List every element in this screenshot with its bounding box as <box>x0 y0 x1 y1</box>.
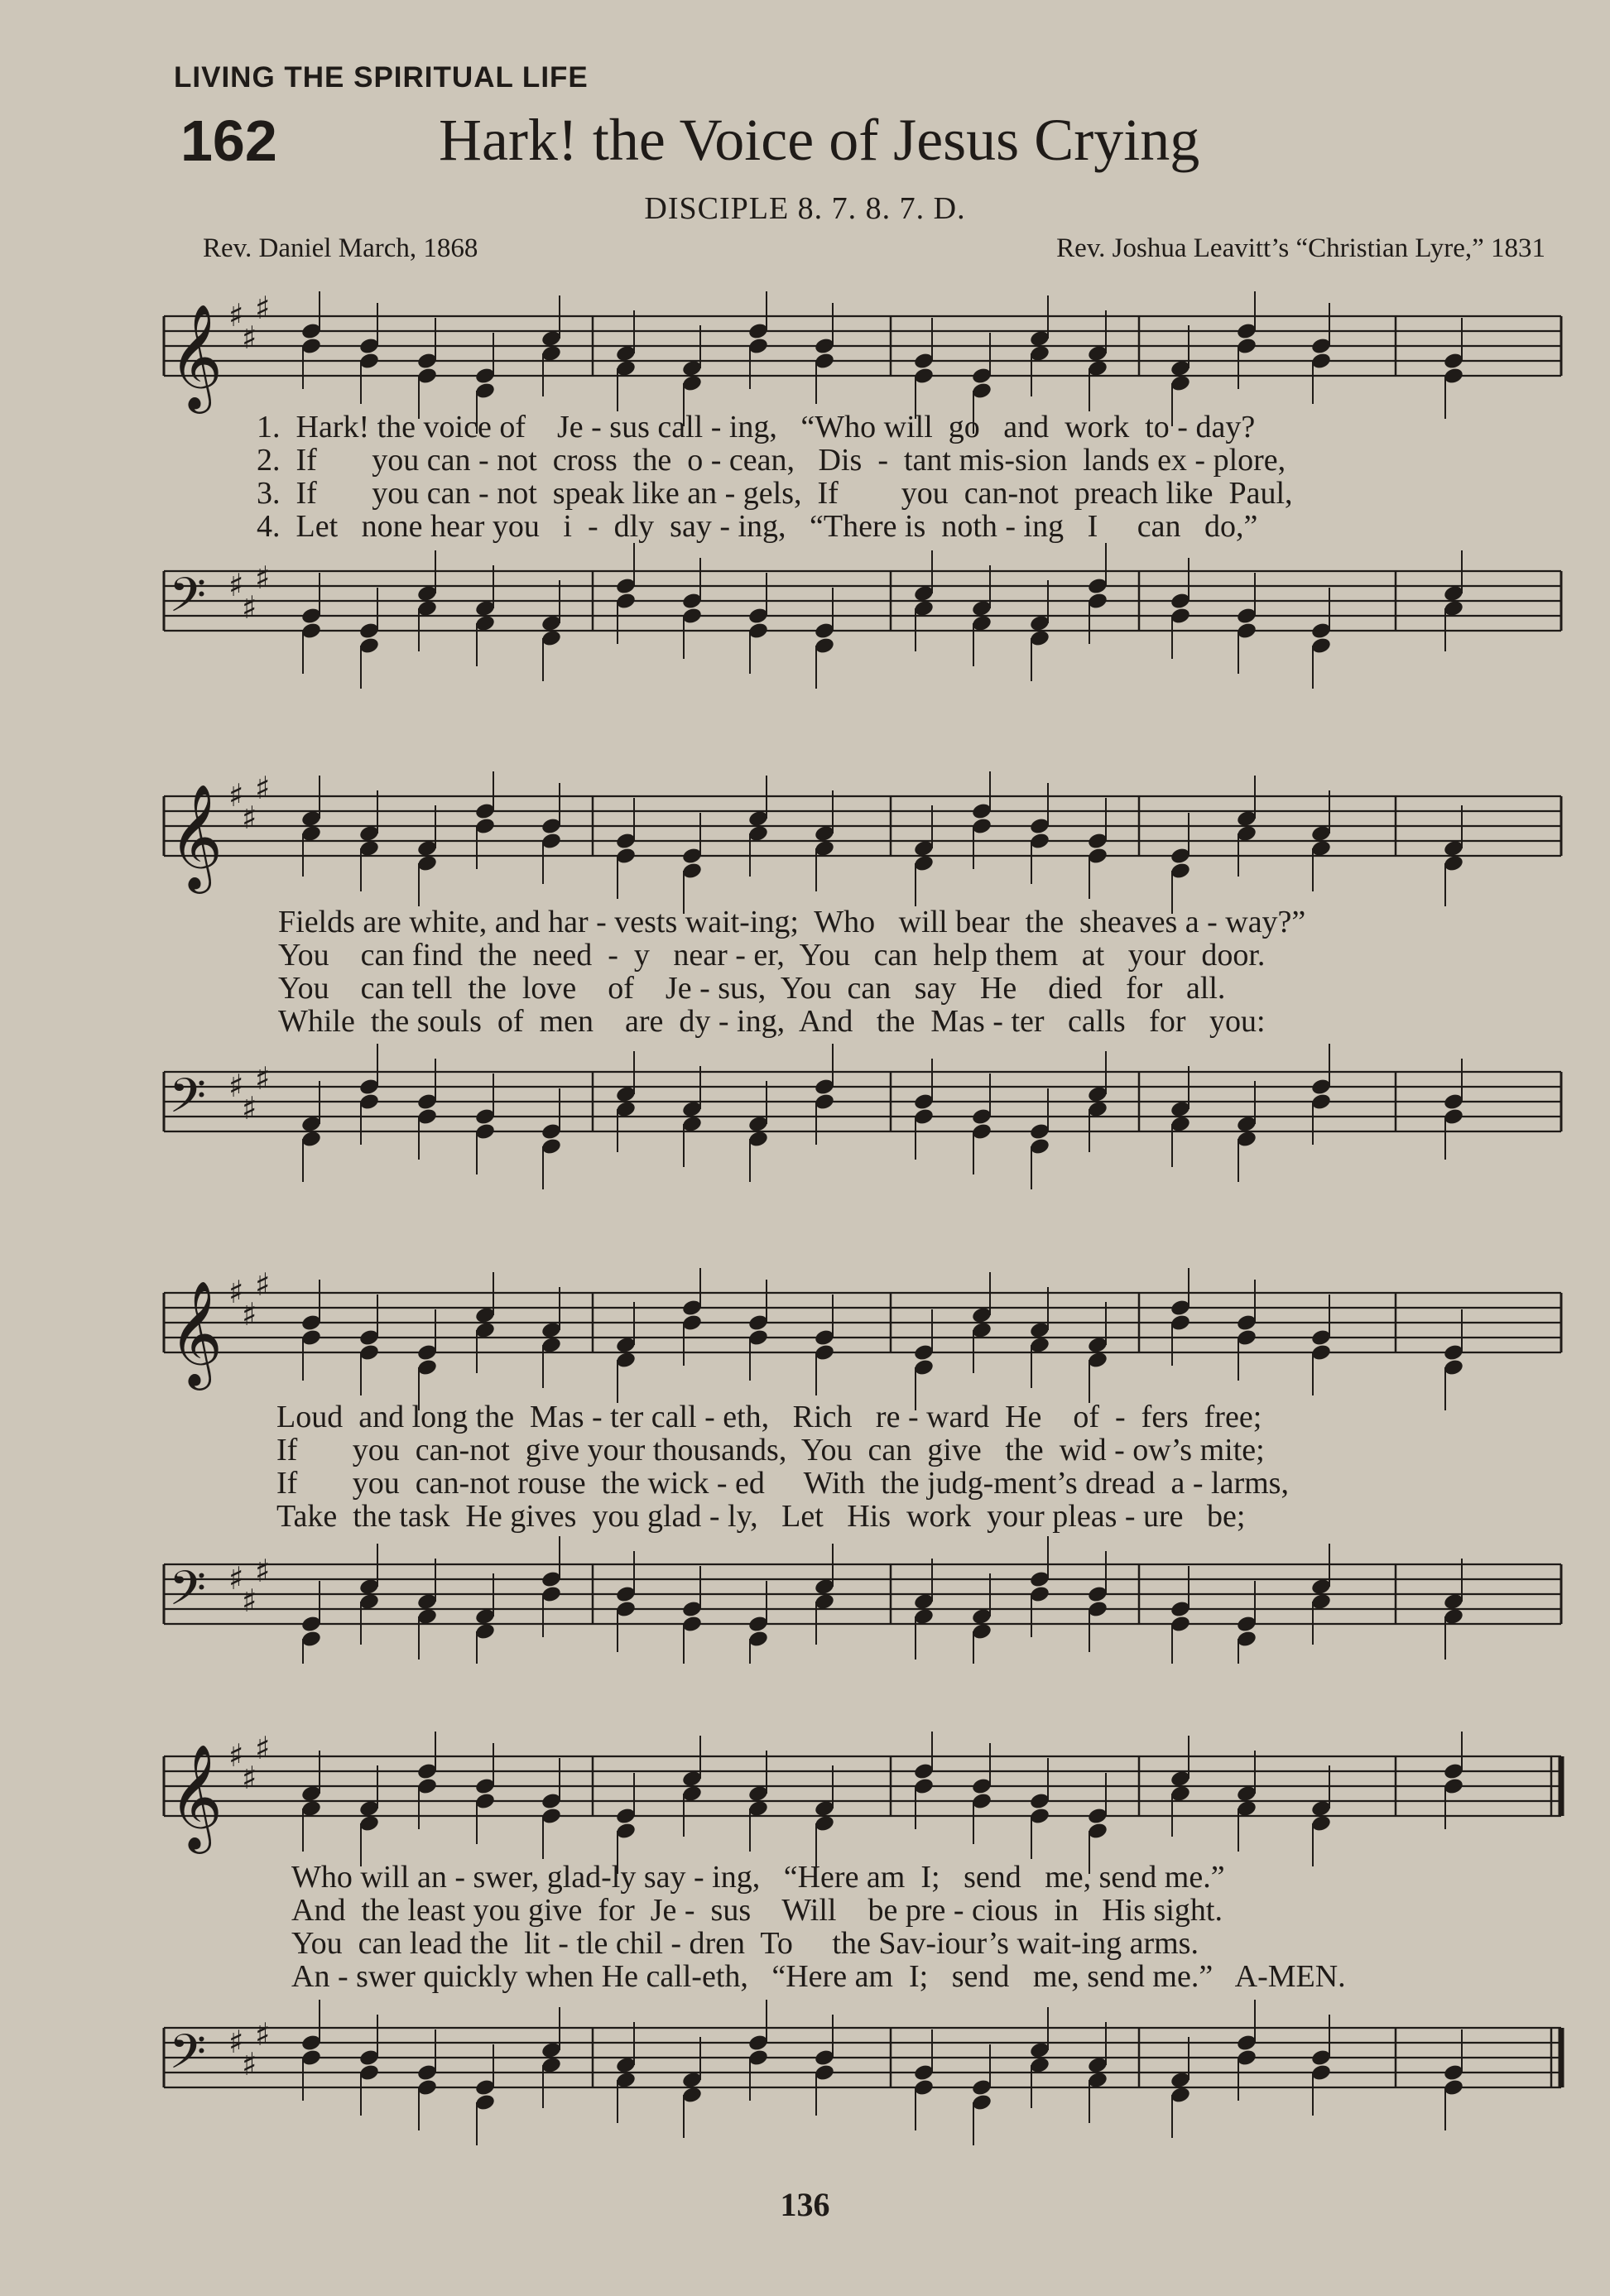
verse-4-line: An - swer quickly when He call-eth, “Here am I; send me, send me.” A-MEN. <box>291 1959 1346 1994</box>
page-number: 136 <box>780 2186 830 2223</box>
svg-text:♯: ♯ <box>255 771 271 806</box>
verse-2-line: 2. If you can - not cross the o - cean, Dis - tant mis-sion lands ex - plore, <box>257 443 1286 478</box>
verse-2-line: And the least you give for Je - sus Will be pre - cious in His sight. <box>291 1893 1223 1928</box>
treble-staff <box>162 1732 1569 1881</box>
verse-3-line: You can lead the lit - tle chil - dren To the Sav-iour’s wait-ing arms. <box>291 1926 1199 1961</box>
svg-text:𝄞: 𝄞 <box>169 783 223 889</box>
treble-staff <box>162 1268 1569 1417</box>
bass-staff <box>162 1531 1569 1664</box>
svg-text:♯: ♯ <box>242 1583 257 1619</box>
svg-text:♯: ♯ <box>228 1068 244 1104</box>
svg-text:𝄢: 𝄢 <box>169 567 207 635</box>
svg-text:♯: ♯ <box>255 1268 271 1303</box>
verse-3-line: If you can-not rouse the wick - ed With the judg-ment’s dread a - larms, <box>276 1466 1289 1501</box>
music-system-2 <box>162 753 1569 1217</box>
verse-4-line: While the souls of men are dy - ing, And the Mas - ter calls for you: <box>278 1004 1266 1039</box>
svg-text:♯: ♯ <box>255 1732 271 1766</box>
verse-1-line: Fields are white, and har - vests wait-ing; Who will bear the sheaves a - way?” <box>278 905 1306 939</box>
svg-text:♯: ♯ <box>242 2046 257 2082</box>
svg-text:♯: ♯ <box>242 800 257 836</box>
verse-3-line: 3. If you can - not speak like an - gels, If you can-not preach like Paul, <box>257 476 1293 511</box>
bass-staff <box>162 1995 1569 2160</box>
music-system-3 <box>162 1250 1569 1680</box>
bass-staff <box>162 538 1569 704</box>
hymn-number: 162 <box>180 108 277 173</box>
verse-1-line: Loud and long the Mas - ter call - eth, Rich re - ward He of - fers free; <box>276 1400 1262 1434</box>
treble-staff <box>162 771 1569 920</box>
svg-text:𝄞: 𝄞 <box>169 303 223 409</box>
verse-1-line: Who will an - swer, glad-ly say - ing, “Here am I; send me, send me.” <box>291 1860 1225 1895</box>
words-credit: Rev. Daniel March, 1868 <box>203 233 478 263</box>
svg-text:♯: ♯ <box>255 1553 271 1589</box>
svg-text:♯: ♯ <box>228 567 244 603</box>
section-title: LIVING THE SPIRITUAL LIFE <box>174 61 589 94</box>
bass-staff <box>162 1039 1569 1204</box>
svg-text:♯: ♯ <box>242 589 257 626</box>
svg-text:𝄢: 𝄢 <box>169 2024 207 2092</box>
verse-2-line: You can find the need - y near - er, You can help them at your door. <box>278 938 1266 973</box>
verse-4-line: Take the task He gives you glad - ly, Let His work your pleas - ure be; <box>276 1499 1246 1534</box>
svg-text:♯: ♯ <box>255 291 271 326</box>
svg-text:♯: ♯ <box>228 777 244 814</box>
hymn-title: Hark! the Voice of Jesus Crying <box>439 107 1200 173</box>
music-credit: Rev. Joshua Leavitt’s “Christian Lyre,” 1831 <box>1056 233 1545 263</box>
verse-2-line: If you can-not give your thousands, You can give the wid - ow’s mite; <box>276 1433 1265 1467</box>
music-system-1 <box>162 273 1569 737</box>
tune-meter: DISCIPLE 8. 7. 8. 7. D. <box>644 191 966 226</box>
svg-text:♯: ♯ <box>228 1274 244 1310</box>
svg-text:♯: ♯ <box>228 1737 244 1774</box>
svg-text:♯: ♯ <box>228 1560 244 1597</box>
verse-4-line: 4. Let none hear you i - dly say - ing, “There is noth - ing I can do,” <box>257 509 1258 544</box>
music-system-4 <box>162 1713 1569 2177</box>
svg-text:♯: ♯ <box>228 2024 244 2060</box>
svg-text:♯: ♯ <box>242 319 257 356</box>
svg-text:♯: ♯ <box>255 2016 271 2053</box>
svg-text:𝄞: 𝄞 <box>169 1743 223 1849</box>
svg-text:♯: ♯ <box>242 1760 257 1796</box>
svg-text:♯: ♯ <box>242 1296 257 1333</box>
svg-text:♯: ♯ <box>242 1090 257 1126</box>
svg-text:♯: ♯ <box>228 297 244 334</box>
verse-3-line: You can tell the love of Je - sus, You can say He died for all. <box>278 971 1226 1006</box>
verse-1-line: 1. Hark! the voice of Je - sus call - ing, “Who will go and work to - day? <box>257 410 1256 444</box>
svg-text:𝄢: 𝄢 <box>169 1068 207 1136</box>
svg-text:♯: ♯ <box>255 1060 271 1097</box>
svg-text:𝄞: 𝄞 <box>169 1280 223 1386</box>
svg-text:♯: ♯ <box>255 560 271 596</box>
svg-text:𝄢: 𝄢 <box>169 1560 207 1628</box>
